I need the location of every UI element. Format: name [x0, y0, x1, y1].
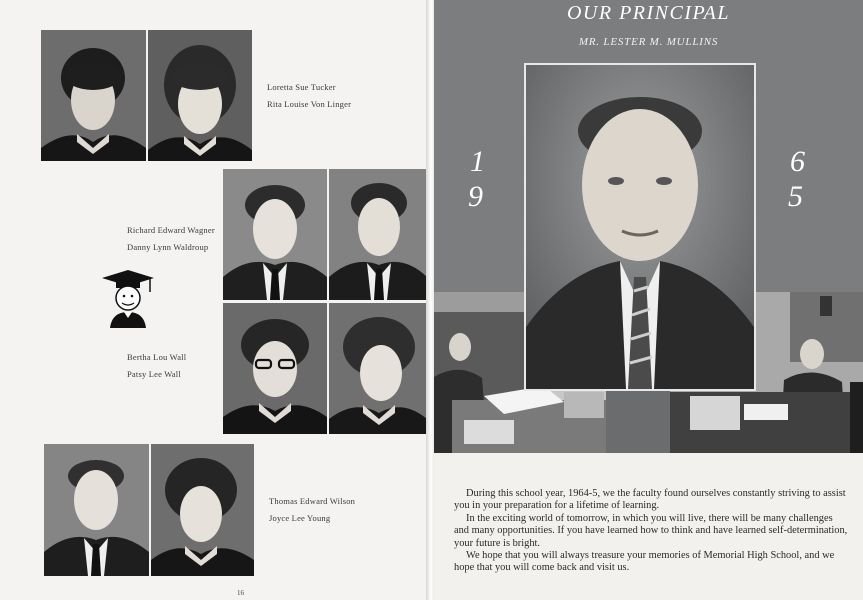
year-digit-2: 9: [468, 180, 483, 213]
principal-name: MR. LESTER M. MULLINS: [578, 36, 719, 48]
office-photo-middle: [606, 388, 670, 453]
right-page: [434, 0, 863, 600]
name-thomas-wilson: Thomas Edward Wilson: [269, 496, 356, 506]
left-page: [0, 0, 428, 600]
principal-message: [454, 488, 850, 575]
name-richard-wagner: Richard Edward Wagner: [127, 225, 215, 235]
portrait-rita-von-linger: [148, 30, 252, 161]
message-paragraph-3: We hope that you will always treasure your memories of Memorial High School, and we hope that you will come back and visit us.: [454, 550, 835, 574]
message-paragraph-2: In the exciting world of tomorrow, in which you will live, there will be many challenges and many opportunities. If you have learned how to think and have learned self-determination, your future is bright.: [454, 512, 848, 549]
name-danny-waldroup: Danny Lynn Waldroup: [127, 242, 209, 252]
portrait-richard-wagner: [223, 169, 327, 300]
year-digit-4: 5: [788, 180, 803, 213]
portrait-loretta-tucker: [41, 30, 146, 161]
portrait-danny-waldroup: [329, 169, 427, 300]
name-joyce-young: Joyce Lee Young: [269, 513, 331, 523]
portrait-bertha-wall: [223, 303, 327, 434]
book-gutter: [426, 0, 434, 600]
graduate-cartoon-icon: [98, 268, 156, 328]
message-paragraph-1: During this school year, 1964-5, we the faculty found ourselves constantly striving to assist you in your preparation for a lifetime of learning.: [454, 488, 846, 512]
portrait-patsy-wall: [329, 303, 427, 434]
portrait-thomas-wilson: [44, 444, 149, 576]
principal-portrait: [524, 63, 756, 391]
page-number: 16: [237, 589, 244, 597]
name-patsy-wall: Patsy Lee Wall: [127, 369, 181, 379]
portrait-joyce-young: [151, 444, 254, 576]
name-loretta-tucker: Loretta Sue Tucker: [267, 82, 336, 92]
name-bertha-wall: Bertha Lou Wall: [127, 352, 187, 362]
page-title: OUR PRINCIPAL: [566, 2, 730, 24]
year-digit-3: 6: [790, 145, 805, 178]
name-rita-von-linger: Rita Louise Von Linger: [267, 99, 352, 109]
year-digit-1: 1: [470, 145, 485, 178]
